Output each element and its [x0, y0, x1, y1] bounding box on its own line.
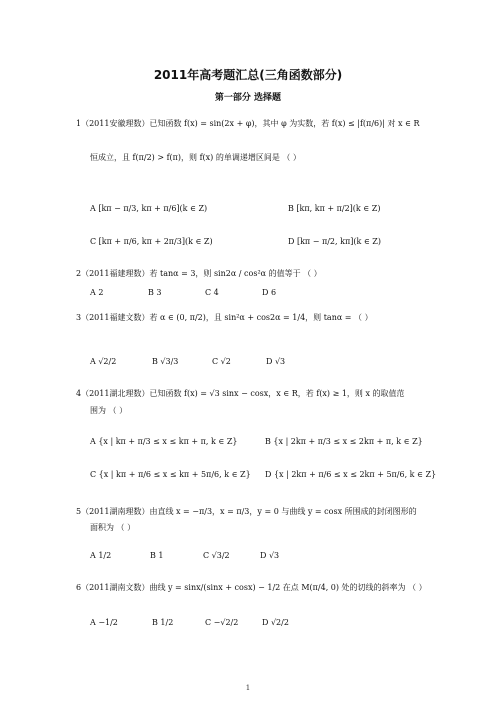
question-5-stem-line1: 5（2011湖南理数）由直线 x = −π/3，x = π/3，y = 0 与曲线 y = cosx 所围成的封闭图形的 — [76, 507, 417, 516]
question-5-option-c: C √3/2 — [203, 551, 230, 560]
question-1-option-d: D [kπ − π/2, kπ](k ∈ Z) — [288, 237, 381, 246]
question-4-stem-line1: 4（2011湖北理数）已知函数 f(x) = √3 sinx − cosx，x ∈ R，若 f(x) ≥ 1，则 x 的取值范 — [76, 389, 405, 398]
question-1-stem-line2: 恒成立，且 f(π/2) > f(π)，则 f(x) 的单调递增区间是 （ ） — [90, 153, 301, 162]
question-4-option-c: C {x | kπ + π/6 ≤ x ≤ kπ + 5π/6, k ∈ Z} — [90, 470, 251, 479]
question-6-option-b: B 1/2 — [152, 618, 174, 627]
question-6-option-d: D √2/2 — [262, 618, 289, 627]
question-2-option-a: A 2 — [90, 288, 104, 297]
question-4-option-b: B {x | 2kπ + π/3 ≤ x ≤ 2kπ + π, k ∈ Z} — [265, 437, 423, 446]
question-6-stem: 6（2011湖南文数）曲线 y = sinx/(sinx + cosx) − 1/2 在点 M(π/4, 0) 处的切线的斜率为 （ ） — [76, 583, 427, 592]
question-6-option-c: C −√2/2 — [205, 618, 239, 627]
question-6-option-a: A −1/2 — [90, 618, 118, 627]
question-1-option-a: A [kπ − π/3, kπ + π/6](k ∈ Z) — [90, 204, 208, 213]
question-5-stem-line2: 面积为 （ ） — [90, 523, 136, 532]
question-1-stem-line1: 1（2011安徽理数）已知函数 f(x) = sin(2x + φ)，其中 φ 为实数，若 f(x) ≤ |f(π/6)| 对 x ∈ R — [76, 119, 420, 128]
question-2-option-d: D 6 — [262, 288, 277, 297]
question-2-stem: 2（2011福建理数）若 tanα = 3，则 sin2α / cos²α 的值等于 （ ） — [76, 269, 322, 278]
question-3-stem: 3（2011福建文数）若 α ∈ (0, π/2)，且 sin²α + cos2α = 1/4，则 tanα = （ ） — [76, 313, 373, 322]
page-number: 1 — [245, 684, 251, 692]
question-4-option-d: D {x | 2kπ + π/6 ≤ x ≤ 2kπ + 5π/6, k ∈ Z} — [265, 470, 437, 479]
question-3-option-a: A √2/2 — [90, 357, 117, 366]
question-1-option-c: C [kπ + π/6, kπ + 2π/3](k ∈ Z) — [90, 237, 213, 246]
question-4-stem-line2: 围为 （ ） — [90, 406, 128, 415]
question-5-option-a: A 1/2 — [90, 551, 112, 560]
question-3-option-b: B √3/3 — [152, 357, 179, 366]
question-1-option-b: B [kπ, kπ + π/2](k ∈ Z) — [288, 204, 381, 213]
question-2-option-c: C 4 — [205, 288, 219, 297]
page-title: 2011年高考题汇总(三角函数部分) — [153, 68, 343, 82]
question-5-option-b: B 1 — [150, 551, 164, 560]
question-2-option-b: B 3 — [148, 288, 162, 297]
question-5-option-d: D √3 — [260, 551, 280, 560]
question-4-option-a: A {x | kπ + π/3 ≤ x ≤ kπ + π, k ∈ Z} — [90, 437, 238, 446]
question-3-option-c: C √2 — [212, 357, 231, 366]
question-3-option-d: D √3 — [266, 357, 286, 366]
section-heading: 第一部分 选择题 — [214, 93, 282, 103]
